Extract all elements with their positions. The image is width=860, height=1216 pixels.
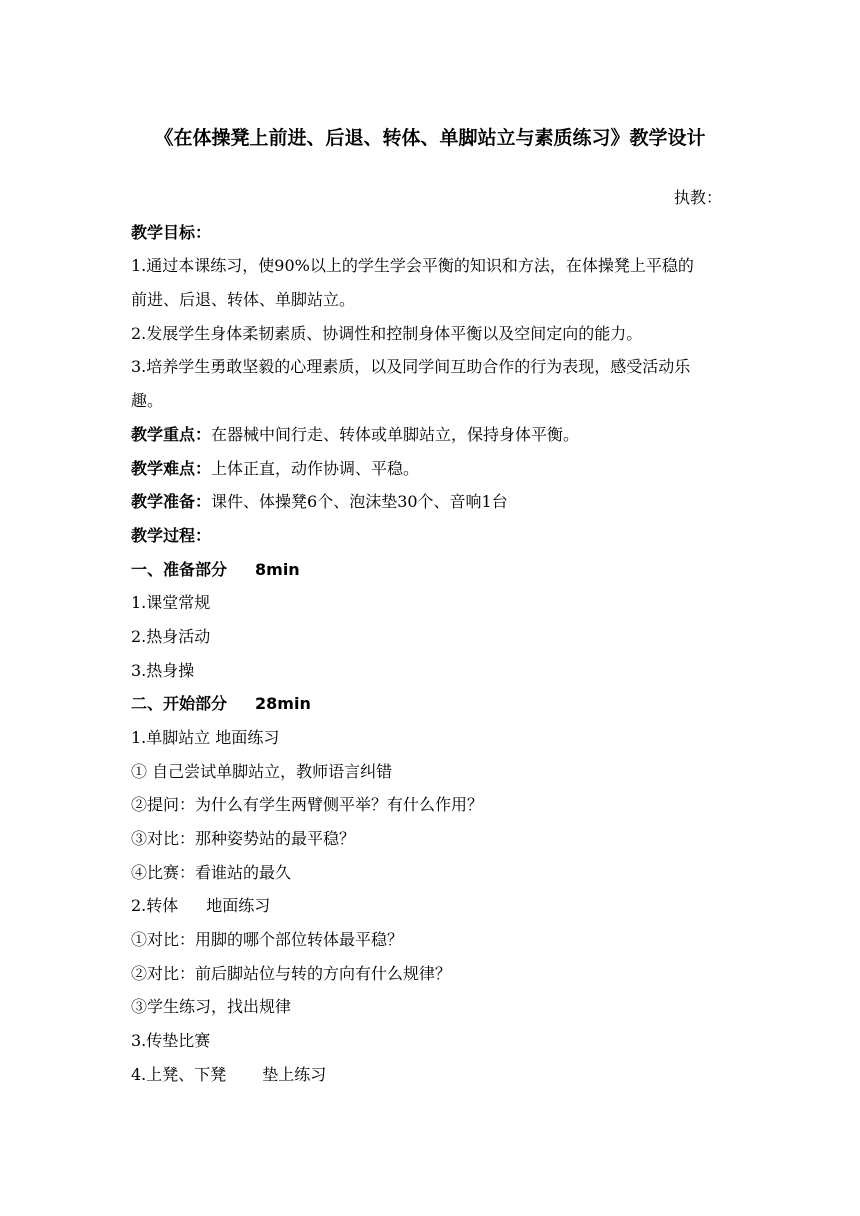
preparation-row (131, 490, 508, 514)
section-2-title: 二、开始部分 (131, 694, 228, 713)
section-2-item-1 (131, 726, 279, 750)
section-2-item-2-sub-1: ①对比：用脚的哪个部位转体最平稳？ (131, 930, 404, 949)
objectives-heading: 教学目标： (131, 223, 212, 242)
section-1-item-2: 2.热身活动 (131, 627, 211, 646)
section-1-heading (131, 558, 300, 582)
section-2-item-3: 3.传垫比赛 (131, 1031, 211, 1050)
section-1-time: 8min (255, 560, 300, 579)
section-2-item-2-sub-3: ③学生练习，找出规律 (131, 997, 292, 1016)
section-1-item-1: 1.课堂常规 (131, 593, 211, 612)
section-2-item-4 (131, 1063, 326, 1087)
section-2-item-1-sub-3: ③对比：那种姿势站的最平稳？ (131, 829, 356, 848)
section-1-item-3: 3.热身操 (131, 661, 195, 680)
section-2-item-2-sub-2: ②对比：前后脚站位与转的方向有什么规律？ (131, 964, 452, 983)
section-2-item-4-location: 垫上练习 (262, 1065, 327, 1084)
section-2-item-1-location: 地面练习 (215, 728, 280, 747)
author-label: 执教： (673, 188, 722, 207)
difficulty-text: 上体正直，动作协调、平稳。 (211, 459, 420, 478)
objective-2: 2.发展学生身体柔韧素质、协调性和控制身体平衡以及空间定向的能力。 (131, 324, 643, 343)
preparation-label: 教学准备： (131, 492, 212, 511)
section-2-item-1-sub-1: ① 自己尝试单脚站立，教师语言纠错 (131, 762, 393, 781)
objective-1-line-2: 前进、后退、转体、单脚站立。 (131, 290, 356, 309)
difficulty-label: 教学难点： (131, 459, 212, 478)
section-2-item-1-name: 1.单脚站立 (131, 728, 211, 747)
section-2-item-2-location: 地面练习 (206, 896, 271, 915)
objective-3-line-1: 3.培养学生勇敢坚毅的心理素质，以及同学间互助合作的行为表现，感受活动乐 (131, 357, 691, 376)
section-2-item-2-name: 2.转体 (131, 896, 179, 915)
section-2-heading (131, 692, 311, 716)
objective-1-line-1: 1.通过本课练习，使90%以上的学生学会平衡的知识和方法，在体操凳上平稳的 (131, 256, 694, 275)
difficulty-row (131, 457, 419, 481)
process-heading: 教学过程： (131, 526, 212, 545)
section-1-title: 一、准备部分 (131, 560, 228, 579)
objective-3-line-2: 趣。 (131, 391, 164, 410)
section-2-item-1-sub-4: ④比赛：看谁站的最久 (131, 863, 292, 882)
key-point-label: 教学重点： (131, 425, 212, 444)
section-2-time: 28min (255, 694, 311, 713)
preparation-text: 课件、体操凳6个、泡沫垫30个、音响1台 (211, 492, 508, 511)
key-point-row (131, 423, 579, 447)
section-2-item-4-name: 4.上凳、下凳 (131, 1065, 227, 1084)
section-2-item-1-sub-2: ②提问：为什么有学生两臂侧平举？有什么作用？ (131, 795, 484, 814)
section-2-item-2 (131, 894, 270, 918)
key-point-text: 在器械中间行走、转体或单脚站立，保持身体平衡。 (211, 425, 580, 444)
document-title: 《在体操凳上前进、后退、转体、单脚站立与素质练习》教学设计 (154, 127, 706, 149)
